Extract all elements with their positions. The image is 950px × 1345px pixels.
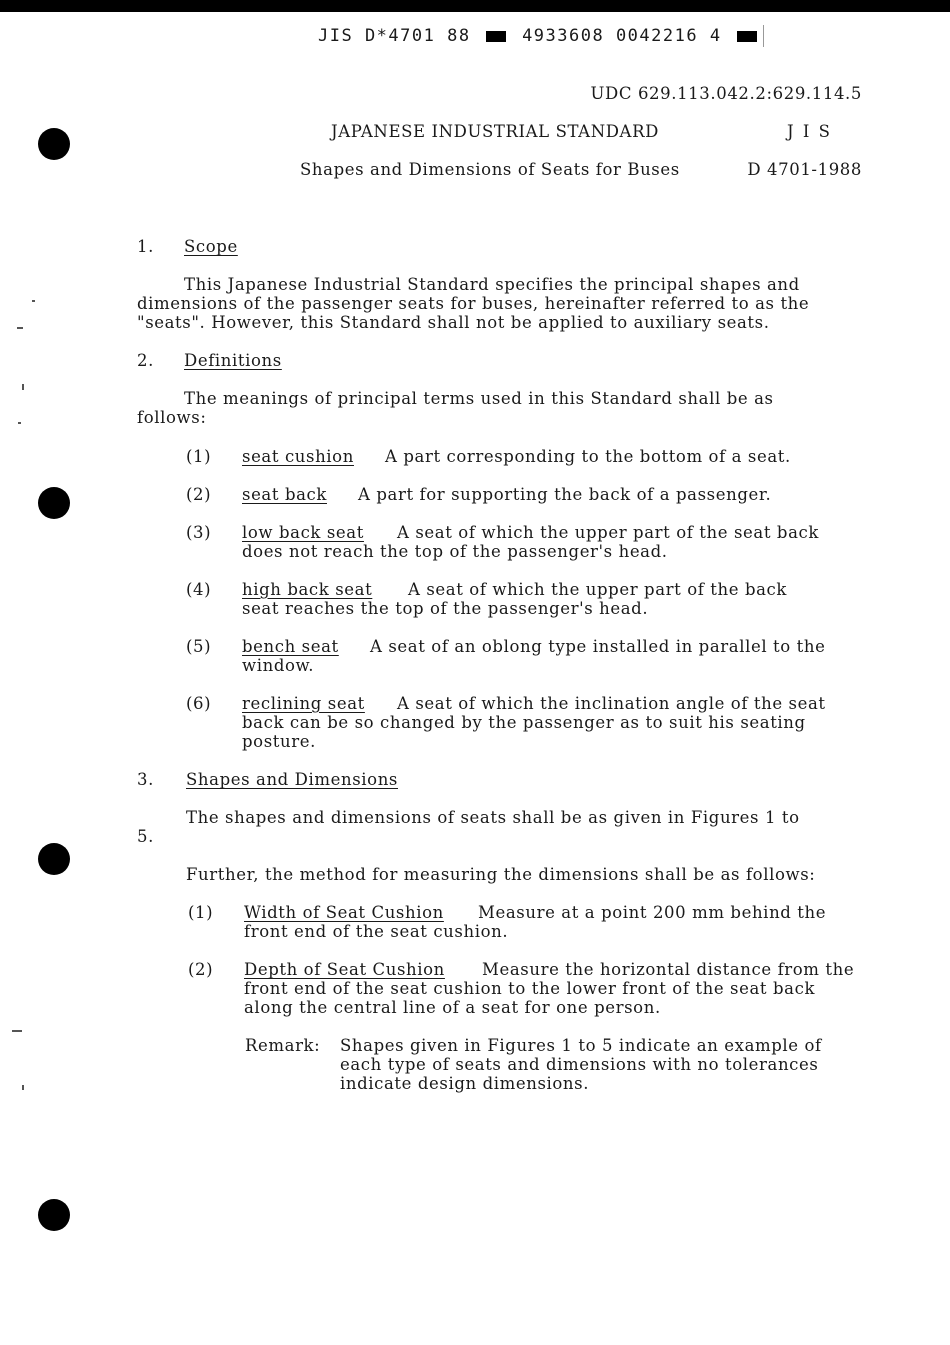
definition-text: A part corresponding to the bottom of a seat. <box>385 447 791 466</box>
section-number: 2. <box>137 351 154 370</box>
term: reclining seat <box>242 694 365 713</box>
remark-text: indicate design dimensions. <box>340 1074 590 1093</box>
section-title: Shapes and Dimensions <box>186 770 398 789</box>
scan-top-border <box>0 0 950 12</box>
term: seat back <box>242 485 327 504</box>
document-code-line <box>318 26 761 46</box>
scan-speck <box>32 300 35 302</box>
standard-number: D 4701-1988 <box>747 160 862 179</box>
scan-speck <box>22 384 24 390</box>
text-line: "seats". However, this Standard shall not be applied to auxiliary seats. <box>137 313 770 332</box>
shapes-text: 5. <box>137 827 154 846</box>
item-number: (4) <box>186 580 212 599</box>
remark-label: Remark: <box>245 1036 321 1055</box>
item-number: (3) <box>186 523 212 542</box>
definition-text: A seat of an oblong type installed in parallel to the <box>370 637 826 656</box>
definition-text: Measure the horizontal distance from the <box>482 960 855 979</box>
text-line: The meanings of principal terms used in this Standard shall be as <box>184 389 774 408</box>
definition-text: front end of the seat cushion. <box>244 922 509 941</box>
definition-text: A part for supporting the back of a passenger. <box>358 485 772 504</box>
definition-text: does not reach the top of the passenger's head. <box>242 542 668 561</box>
definition-text: front end of the seat cushion to the lower front of the seat back <box>244 979 816 998</box>
definitions-intro <box>137 389 774 427</box>
term: low back seat <box>242 523 364 542</box>
section-number: 3. <box>137 770 154 789</box>
udc-number: UDC 629.113.042.2:629.114.5 <box>590 84 862 103</box>
term: bench seat <box>242 637 339 656</box>
remark-text: Shapes given in Figures 1 to 5 indicate an example of <box>340 1036 822 1055</box>
definition-text: seat reaches the top of the passenger's head. <box>242 599 649 618</box>
punch-hole <box>38 1199 70 1231</box>
item-number: (1) <box>188 903 214 922</box>
text-line: dimensions of the passenger seats for buses, hereinafter referred to as the <box>137 294 810 313</box>
section-number: 1. <box>137 237 154 256</box>
definition-text: A seat of which the inclination angle of the seat <box>397 694 826 713</box>
term: seat cushion <box>242 447 354 466</box>
definition-text: Measure at a point 200 mm behind the <box>478 903 827 922</box>
term: Width of Seat Cushion <box>244 903 444 922</box>
item-number: (6) <box>186 694 212 713</box>
scan-speck <box>18 422 21 424</box>
definition-text: A seat of which the upper part of the seat back <box>397 523 819 542</box>
item-number: (2) <box>186 485 212 504</box>
definition-text: window. <box>242 656 315 675</box>
scan-tick <box>763 25 764 47</box>
code-prefix: JIS D*4701 88 <box>318 26 471 46</box>
shapes-text: The shapes and dimensions of seats shall be as given in Figures 1 to <box>186 808 800 827</box>
text-line: This Japanese Industrial Standard specifies the principal shapes and <box>184 275 800 294</box>
punch-hole <box>38 487 70 519</box>
section-title: Definitions <box>184 351 282 370</box>
shapes-text: Further, the method for measuring the dimensions shall be as follows: <box>186 865 816 884</box>
definition-text: along the central line of a seat for one person. <box>244 998 661 1017</box>
term: high back seat <box>242 580 373 599</box>
section-title: Scope <box>184 237 238 256</box>
scan-speck <box>22 1085 24 1090</box>
remark-text: each type of seats and dimensions with no tolerances <box>340 1055 819 1074</box>
block-mark <box>486 31 506 42</box>
definition-text: A seat of which the upper part of the back <box>408 580 787 599</box>
definition-text: posture. <box>242 732 316 751</box>
code-number: 4933608 0042216 4 <box>522 26 722 46</box>
text-line: follows: <box>137 408 207 427</box>
item-number: (1) <box>186 447 212 466</box>
document-subtitle: Shapes and Dimensions of Seats for Buses <box>300 160 680 179</box>
standard-title: JAPANESE INDUSTRIAL STANDARD <box>331 122 659 141</box>
item-number: (5) <box>186 637 212 656</box>
block-mark <box>737 31 757 42</box>
scope-paragraph <box>137 275 809 332</box>
term: Depth of Seat Cushion <box>244 960 445 979</box>
definition-text: back can be so changed by the passenger as to suit his seating <box>242 713 806 732</box>
scan-speck <box>17 327 23 329</box>
scan-speck <box>12 1030 22 1032</box>
punch-hole <box>38 843 70 875</box>
item-number: (2) <box>188 960 214 979</box>
punch-hole <box>38 128 70 160</box>
jis-mark: J I S <box>787 122 832 141</box>
